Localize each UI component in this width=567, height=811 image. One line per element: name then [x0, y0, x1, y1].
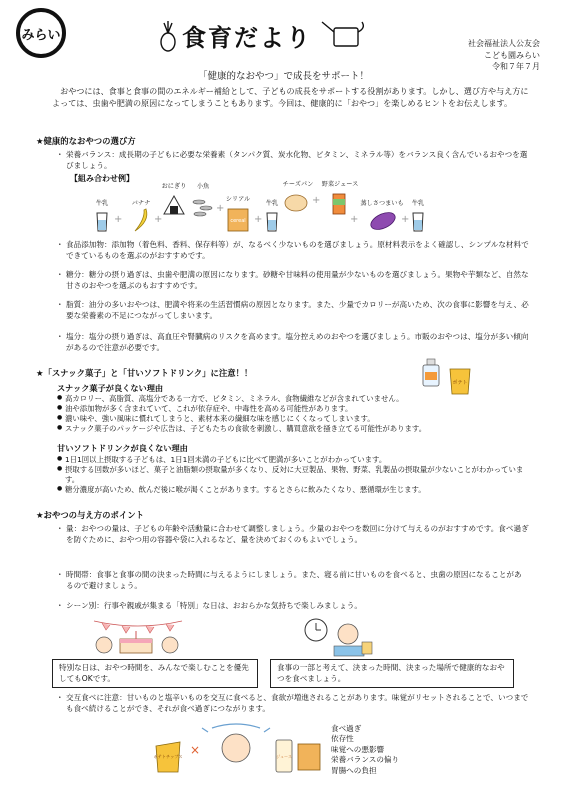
- vegetable-juice-icon: [330, 191, 348, 215]
- cheese-bread-icon: [284, 192, 308, 212]
- small-fish-icon: [190, 196, 216, 218]
- food-label-cereal: シリアル: [225, 196, 251, 203]
- juice-bottle-icon: [420, 358, 442, 388]
- drink-reason-item: ● 糖分濃度が高いため、飲んだ後に喉が渇くことがあります。するとさらに飲みたくなり、悪循環が生じます。: [57, 485, 527, 495]
- drink-reasons-heading: 甘いソフトドリンクが良くない理由: [57, 443, 188, 453]
- timing-item: ・ 時間帯：食事と食事の間の決まった時間に与えるようにしましょう。また、寝る前に甘いものを食べると、虫歯の原因になることがあるので避けましょう。: [57, 570, 529, 592]
- food-label-cheese-bread: チーズパン: [282, 181, 314, 188]
- org-name: 社会福祉法人公友会: [468, 39, 540, 48]
- amount-item: ・ 量：おやつの量は、子どもの年齢や活動量に合わせて調整しましょう。少量のおやつを数回に分けて与えるのがおすすめです。食べ過ぎを防ぐために、おやつ用の容器や袋に入れるなど、量を決めておくのもよいでしょう。: [57, 524, 529, 546]
- food-label-banana: バナナ: [131, 200, 151, 207]
- special-day-note: 特別な日は、おやつ時間を、みんなで楽しむことを優先してもOKです。: [52, 659, 258, 688]
- snack-reason-item: ● スナック菓子のパッケージや広告は、子どもたちの食欲を刺激し、購買意欲を掻き立てる可能性があります。: [57, 424, 527, 434]
- food-label-vegetable-juice: 野菜ジュース: [321, 181, 359, 188]
- scene-item: ・ シーン別：行事や親戚が集まる「特別」な日は、おおらかな気持ちで楽しみましょう。: [57, 601, 529, 612]
- organization-info: [468, 38, 540, 73]
- alternate-eating-illustration: [150, 722, 326, 780]
- fat-item: ・ 脂質：油分の多いおやつは、肥満や将来の生活習慣病の原因となります。また、少量でカロリーが高いため、次の食事に影響を与え、必要な栄養素の不足につながってしまいます。: [57, 300, 529, 322]
- plus-icon: +: [254, 214, 263, 225]
- food-label-milk-3: 牛乳: [411, 200, 425, 207]
- cross-icon: ×: [190, 743, 201, 757]
- effect-item: 食べ過ぎ: [331, 724, 362, 733]
- issue-date: 令和７年７月: [492, 62, 540, 72]
- snack-bag-text: ポテト: [452, 380, 468, 386]
- overeating-effects-list: [331, 724, 399, 776]
- snack-bag-icon: [448, 366, 472, 396]
- additives-item: ・ 食品添加物：添加物（着色料、香料、保存料等）が、なるべく少ないものを選びましょう。原材料表示をよく確認し、シンプルな材料でできているものを選ぶのがおすすめです。: [57, 240, 529, 262]
- birthday-party-illustration: [92, 615, 184, 659]
- food-label-milk-2: 牛乳: [265, 200, 279, 207]
- snack-reason-item: ● 高カロリー、高脂質、高塩分である一方で、ビタミン、ミネラル、食物繊維などが含まれていません。: [57, 394, 527, 404]
- effect-item: 胃腸への負担: [331, 765, 377, 775]
- food-label-milk: 牛乳: [95, 200, 109, 207]
- combination-example-label: 【組み合わせ例】: [70, 174, 134, 183]
- clock-child-illustration: [302, 616, 376, 658]
- banana-icon: [130, 207, 152, 233]
- daily-note: 食事の一部と考えて、決まった時間、決まった場所で健康的なおやつを食べましょう。: [270, 659, 514, 688]
- snack-reason-item: ● 濃い味や、強い風味に慣れてしまうと、素材本来の繊細な味を感じにくくなってしまいます。: [57, 414, 527, 424]
- milk-icon: [410, 211, 426, 233]
- section-heading-how-to-give: ★おやつの与え方のポイント: [36, 510, 145, 520]
- drink-reason-item: ● 1日1回以上摂取する子どもは、1日1回未満の子どもに比べて肥満が多いことがわかっています。: [57, 455, 527, 465]
- chips-bag-text: ポテトチップス: [153, 754, 183, 759]
- plus-icon: +: [114, 214, 123, 225]
- juice-label-text: ジュース: [276, 754, 292, 759]
- plus-icon: +: [216, 203, 225, 214]
- school-name: こども園みらい: [484, 50, 540, 60]
- cereal-icon: [226, 207, 250, 233]
- snack-reason-item: ● 油や添加物が多く含まれていて、これが依存症や、中毒性を高める可能性があります。: [57, 404, 527, 414]
- sweet-potato-icon: [368, 210, 398, 232]
- food-label-onigiri: おにぎり: [161, 183, 187, 190]
- plus-icon: +: [350, 214, 359, 225]
- alternate-eating-item: ・ 交互食べに注意：甘いものと塩辛いものを交互に食べると、食欲が増進されることがあります。味覚がリセットされることで、いつまでも食べ続けることができ、それが食べ過ぎにつながります。: [57, 693, 529, 715]
- milk-icon: [264, 211, 280, 233]
- effect-item: 味覚への悪影響: [331, 744, 385, 754]
- plus-icon: +: [154, 214, 163, 225]
- section-heading-snacks: ★「スナック菓子」と「甘いソフトドリンク」に注意！！: [36, 368, 253, 378]
- title-banner: [158, 6, 370, 56]
- plus-icon: +: [312, 195, 321, 206]
- plus-icon: +: [401, 214, 410, 225]
- snack-reasons-heading: スナック菓子が良くない理由: [57, 383, 164, 393]
- effect-item: 栄養バランスの偏り: [331, 755, 400, 765]
- section-heading-choose: ★健康的なおやつの選び方: [36, 136, 136, 146]
- drink-reason-item: ● 摂取する回数が多いほど、菓子と油脂類の摂取量が多くなり、反対に大豆製品、果物、野菜、乳製品の摂取量が少ないことがわかっています。: [57, 465, 527, 485]
- logo-icon: [14, 6, 68, 60]
- milk-icon: [94, 211, 110, 233]
- food-label-small-fish: 小魚: [196, 183, 210, 190]
- vegetable-icon: [161, 21, 175, 51]
- sugar-item: ・ 糖分：糖分の摂り過ぎは、虫歯や肥満の原因になります。砂糖や甘味料の使用量が少ないものを選びましょう。果物や芋類など、自然な甘さのおやつを選ぶのもおすすめです。: [57, 270, 529, 292]
- onigiri-icon: [163, 195, 185, 215]
- effect-item: 依存性: [331, 734, 354, 744]
- intro-paragraph: おやつには、食事と食事の間のエネルギー補給として、子どもの成長をサポートする役割があります。しかし、選び方や与え方によっては、虫歯や肥満の原因になってしまうこともあります。今回は、健康的に「おやつ」を楽しめるヒントをお伝えします。: [52, 86, 529, 108]
- cereal-box-text: cereal: [230, 218, 246, 224]
- logo-text: みらい: [21, 28, 61, 43]
- title: 食育だより: [182, 23, 312, 52]
- watering-can-icon: [322, 22, 363, 46]
- subtitle: 「健康的なおやつ」で成長をサポート！: [197, 71, 369, 82]
- food-label-sweet-potato: 蒸しさつまいも: [360, 200, 404, 207]
- salt-item: ・ 塩分：塩分の摂り過ぎは、高血圧や腎臓病のリスクを高めます。塩分控えめのおやつを選びましょう。市販のおやつは、塩分が多い傾向があるので注意が必要です。: [57, 332, 529, 354]
- nutrition-balance-item: ・ 栄養バランス：成長期の子どもに必要な栄養素（タンパク質、炭水化物、ビタミン、ミネラル等）をバランス良く含んでいるおやつを選びましょう。: [57, 150, 529, 172]
